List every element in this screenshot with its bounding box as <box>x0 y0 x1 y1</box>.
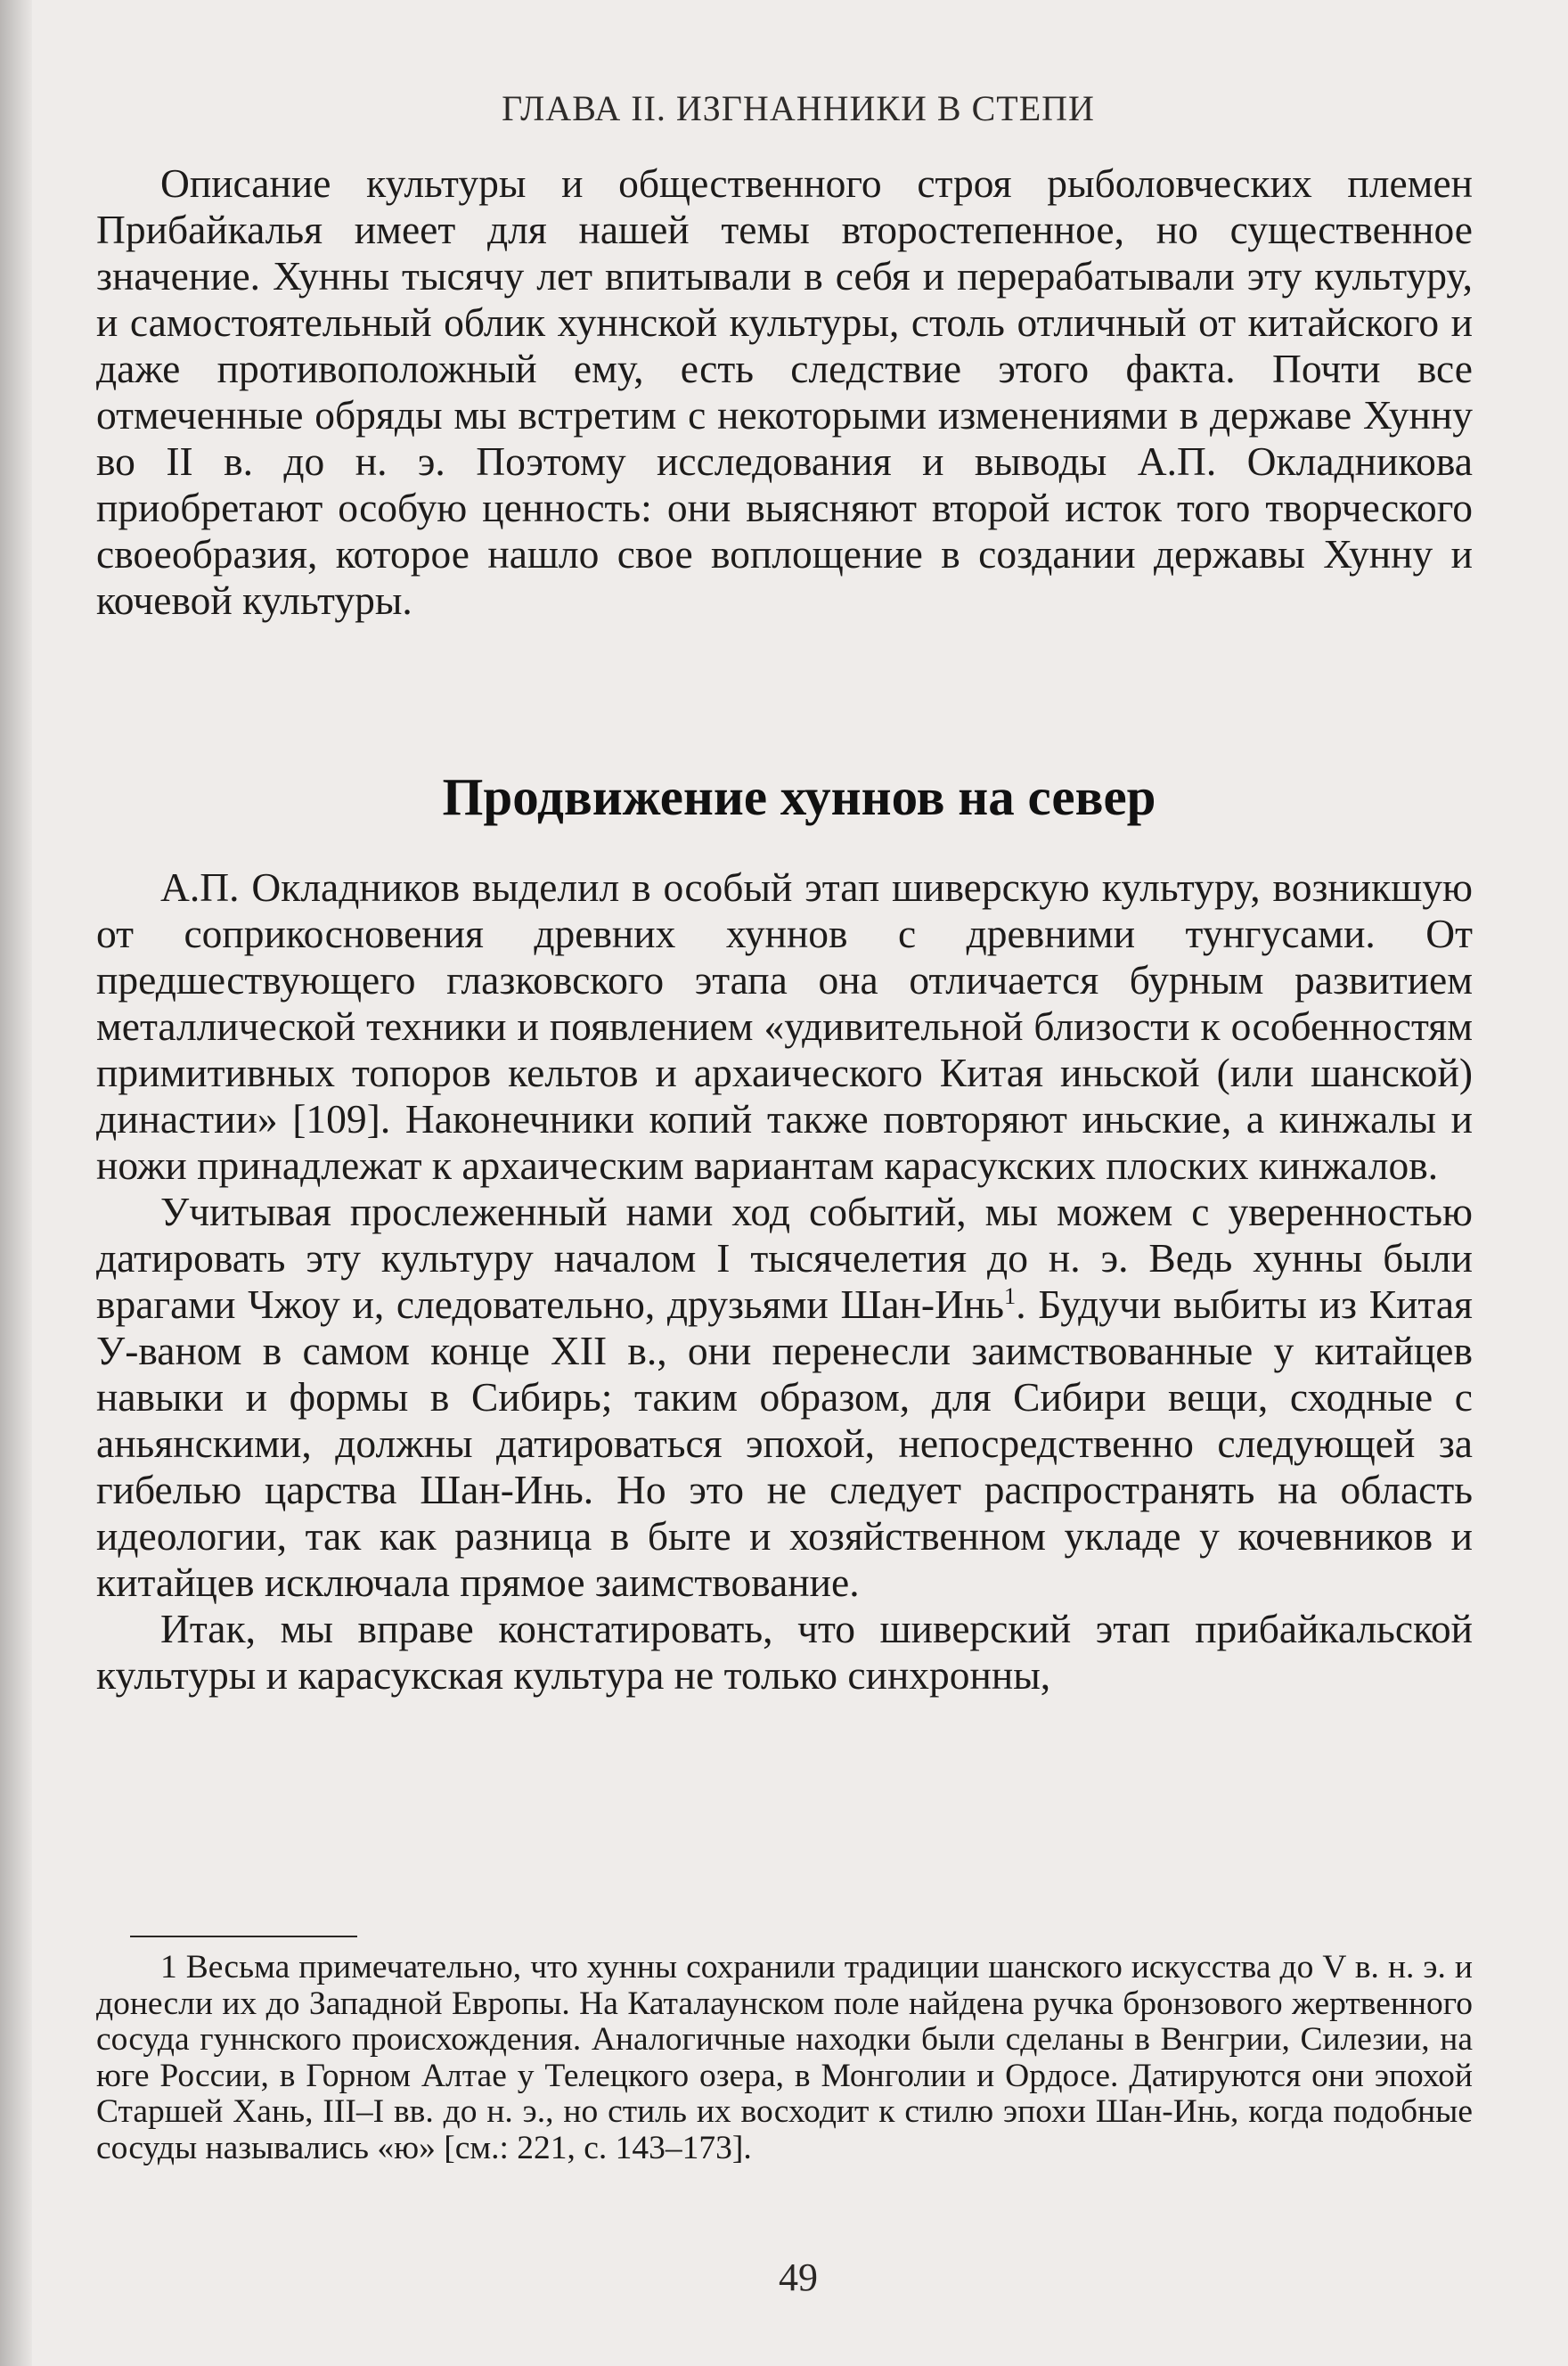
paragraph-2-part-2: . Будучи выбиты из Китая У-ваном в самом конце XII в., они перенесли заимствованные у китайцев навыки и формы в Сибирь; таким образом, для Сибири вещи, сходные с аньянскими, должны датироваться эпохой, непосредственно следующей за гибелью царства Шан-Инь. Но это не следует распространять на область идеологии, так как разница в быте и хозяйственном укладе у кочевников и китайцев исключала прямое заимствование. <box>96 1281 1473 1605</box>
page-number: 49 <box>779 2255 818 2299</box>
intro-text <box>96 160 1473 624</box>
section-text <box>96 864 1473 1699</box>
paragraph-2-part-1: Учитывая прослеженный нами ход событий, мы можем с уверенностью датировать эту культуру началом I тысячелетия до н. э. Ведь хунны были врагами Чжоу и, следовательно, друзьями Шан-Инь <box>96 1189 1473 1327</box>
footnote-text: Весьма примечательно, что хунны сохранили традиции шанского искусства до V в. н. э. и донесли их до Западной Европы. На Каталаунском поле найдена ручка бронзового жертвенного сосуда гуннского происхождения. Аналогичные находки были сделаны в Венгрии, Силезии, на юге России, в Горном Алтае у Телецкого озера, в Монголии и Ордосе. Датируются они эпохой Старшей Хань, III–I вв. до н. э., но стиль их восходит к стилю эпохи Шан-Инь, когда подобные сосуды назывались «ю» [см.: 221, с. 143–173]. <box>96 1949 1473 2166</box>
footnotes <box>96 1950 1473 2166</box>
page-binding-shadow <box>0 0 32 2366</box>
section-heading: Продвижение хуннов на север <box>442 767 1156 826</box>
section-paragraph-2 <box>96 1189 1473 1606</box>
intro-paragraph: Описание культуры и общественного строя рыболовческих племен Прибайкалья имеет для нашей темы второстепенное, но существенное значение. Хунны тысячу лет впитывали в себя и перерабатывали эту культуру, и самостоятельный облик хуннской культуры, столь отличный от китайского и даже противоположный ему, есть следствие этого факта. Почти все отмеченные обряды мы встретим с некоторыми изменениями в державе Хунну во II в. до н. э. Поэтому исследования и выводы А.П. Окладникова приобретают особую ценность: они выясняют второй исток того творческого своеобразия, которое нашло свое воплощение в создании державы Хунну и кочевой культуры. <box>96 160 1473 623</box>
running-head: ГЛАВА II. ИЗГНАННИКИ В СТЕПИ <box>502 88 1095 128</box>
section-paragraph-1: А.П. Окладников выделил в особый этап шиверскую культуру, возникшую от соприкосновения древних хуннов с древними тунгусами. От предшествующего глазковского этапа она отличается бурным развитием металлической техники и появлением «удивительной близости к особенностям примитивных топоров кельтов и архаического Китая иньской (или шанской) династии» [109]. Наконечники копий также повторяют иньские, а кинжалы и ножи принадлежат к архаическим вариантам карасукских плоских кинжалов. <box>96 864 1473 1188</box>
footnote-1 <box>96 1950 1473 2166</box>
section-paragraph-3: Итак, мы вправе констатировать, что шиверский этап прибайкальской культуры и карасукская культура не только синхронны, <box>96 1606 1473 1698</box>
footnote-reference: 1 <box>1004 1282 1017 1310</box>
book-page <box>32 0 1568 2366</box>
footnote-divider <box>130 1936 357 1937</box>
footnote-number: 1 <box>160 1949 177 1985</box>
